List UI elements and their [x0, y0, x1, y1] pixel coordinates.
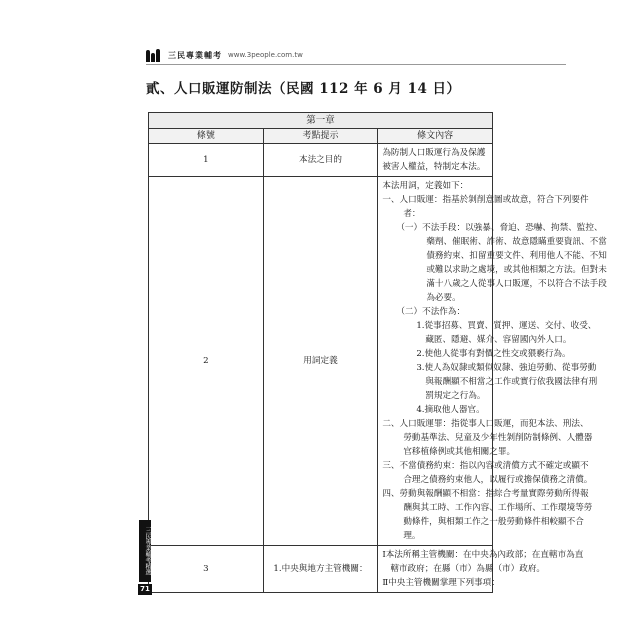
text-line: 滿十八歲之人從事人口販運，不以符合不法手段 — [426, 279, 607, 289]
article-number: 1 — [149, 144, 264, 177]
text-line: 合理之債務約束他人，以履行或擔保債務之清償。 — [403, 475, 593, 485]
text-line: 3.使人為奴隸或類似奴隸、強迫勞動、從事勞動 — [416, 363, 597, 373]
table-row — [149, 144, 493, 177]
section-title: 貳、人口販運防制法（民國 112 年 6 月 14 日） — [146, 81, 461, 97]
article-text — [378, 177, 607, 546]
text-line: Ⅱ中央主管機關掌理下列事項： — [382, 578, 500, 588]
column-header-article: 條號 — [149, 129, 264, 144]
article-text — [378, 546, 584, 593]
text-line: 2.使他人從事有對價之性交或猥褻行為。 — [416, 349, 571, 359]
text-line: 勞動基準法、兒童及少年性剝削防制條例、人體器 — [403, 433, 593, 443]
text-line: 者： — [403, 209, 421, 219]
header-divider — [146, 64, 566, 65]
article-number: 2 — [149, 177, 264, 546]
text-line: 1.從事招募、買賣、質押、運送、交付、收受、 — [416, 321, 597, 331]
table-row — [149, 546, 493, 593]
page-header — [146, 48, 303, 62]
chapter-heading: 第一章 — [149, 113, 493, 129]
text-line: 藏匿、隱避、媒介、容留國內外人口。 — [425, 335, 572, 345]
page-number: 71 — [138, 584, 152, 595]
text-line: 一、人口販運：指基於剝削意圖或故意，符合下列要件 — [382, 195, 589, 205]
article-hint: 用詞定義 — [263, 177, 378, 546]
text-line: 或難以求助之處境，或其他相類之方法。但對未 — [426, 265, 607, 275]
text-line: 藥劑、催眠術、詐術、故意隱瞞重要資訊、不當 — [426, 237, 607, 247]
side-tab: 三民專業輔考精選 — [139, 520, 151, 582]
text-line: 理。 — [403, 531, 421, 541]
text-line: Ⅰ本法所稱主管機關：在中央為內政部；在直轄市為直 — [382, 550, 584, 560]
text-line: 酬與其工時、工作內容、工作場所、工作環境等勞 — [403, 503, 593, 513]
article-hint: 1.中央與地方主管機關： — [263, 546, 378, 593]
article-hint: 本法之目的 — [263, 144, 378, 177]
text-line: 為必要。 — [426, 293, 461, 303]
law-table — [148, 112, 607, 593]
text-line: 4.摘取他人器官。 — [416, 405, 485, 415]
publisher-logo-icon — [146, 48, 164, 62]
text-line: （一）不法手段：以強暴、脅迫、恐嚇、拘禁、監控、 — [396, 223, 603, 233]
text-line: （二）不法作為： — [396, 307, 466, 317]
text-line: 三、不當債務約束：指以內容或清償方式不確定或顯不 — [382, 461, 589, 471]
text-line: 二、人口販運罪：指從事人口販運，而犯本法、刑法、 — [382, 419, 589, 429]
column-header-content: 條文內容 — [378, 129, 493, 144]
text-line: 與報酬顯不相當之工作或實行依我國法律有刑 — [425, 377, 598, 387]
text-line: 動條件，與相類工作之一般勞動條件相較顯不合 — [403, 517, 584, 527]
table-row — [149, 177, 493, 546]
text-line: 罰規定之行為。 — [425, 391, 486, 401]
text-line: 債務約束、扣留重要文件、利用他人不能、不知 — [426, 251, 607, 261]
publisher-name: 三民專業輔考 — [168, 50, 222, 60]
text-line: 本法用詞，定義如下： — [382, 181, 469, 191]
text-line: 官移植條例或其他相關之罪。 — [403, 447, 516, 457]
text-line: 轄市政府；在縣（市）為縣（市）政府。 — [390, 564, 546, 574]
text-line: 四、勞動與報酬顯不相當：指綜合考量實際勞動所得報 — [382, 489, 589, 499]
publisher-url: www.3people.com.tw — [228, 51, 303, 59]
article-number: 3 — [149, 546, 264, 593]
column-header-hint: 考點提示 — [263, 129, 378, 144]
article-text: 為防制人口販運行為及保護被害人權益，特制定本法。 — [378, 144, 493, 177]
